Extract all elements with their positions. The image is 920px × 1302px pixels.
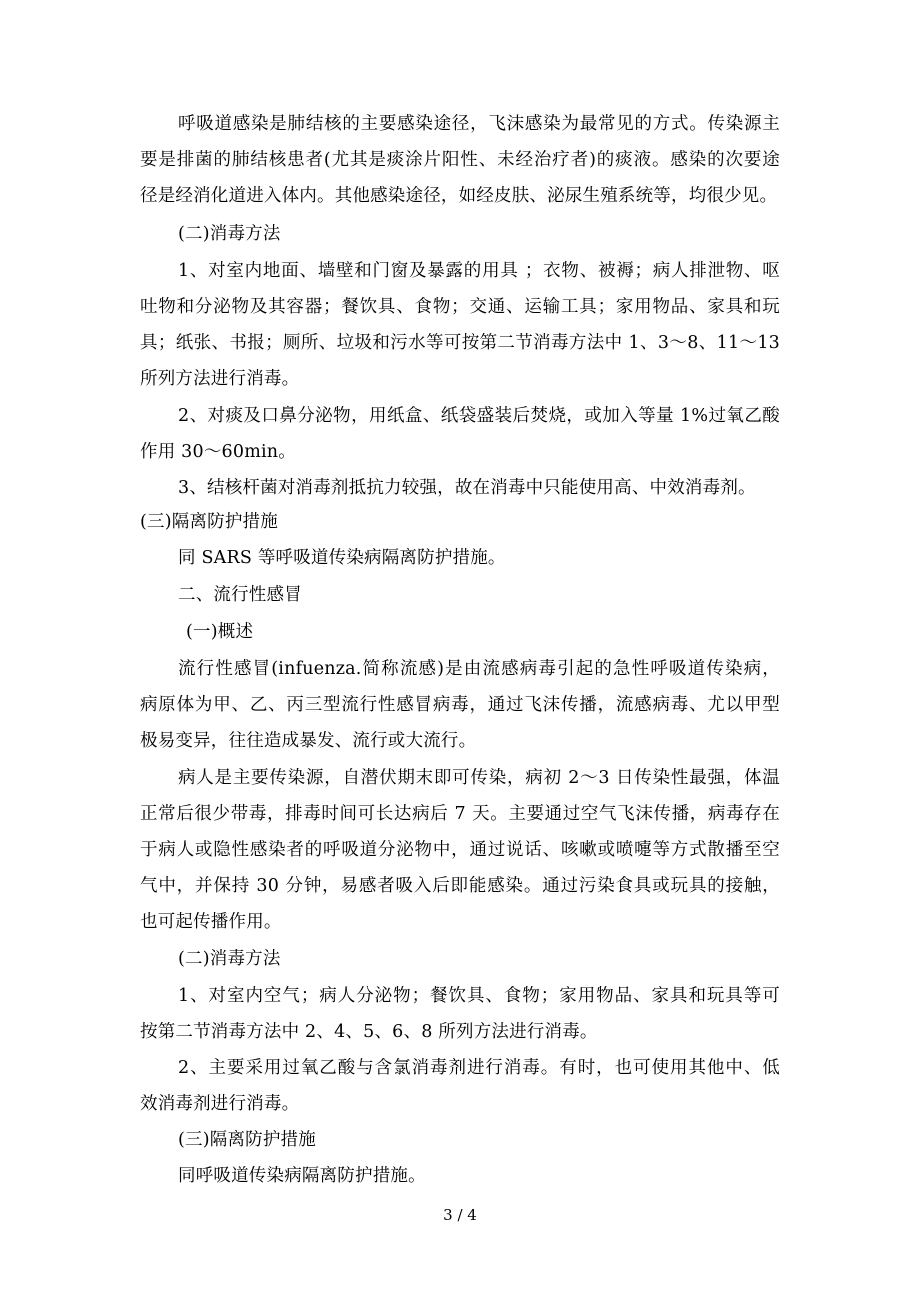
text-line: 径是经消化道进入体内。其他感染途径，如经皮肤、泌尿生殖系统等，均很少见。	[140, 186, 778, 206]
text-line: 气中，并保持 30 分钟，易感者吸入后即能感染。通过污染食具或玩具的接触，	[140, 876, 780, 896]
section-heading: (三)隔离防护措施	[178, 1130, 316, 1150]
text-line: 要是排菌的肺结核患者(尤其是痰涂片阳性、未经治疗者)的痰液。感染的次要途	[140, 150, 780, 170]
text-line: 2、对痰及口鼻分泌物，用纸盒、纸袋盛装后焚烧，或加入等量 1%过氧乙酸	[178, 406, 780, 426]
text-line: 2、主要采用过氧乙酸与含氯消毒剂进行消毒。有时，也可使用其他中、低	[178, 1058, 780, 1078]
text-line: 效消毒剂进行消毒。	[140, 1094, 300, 1114]
page-number: 3 / 4	[443, 1206, 477, 1224]
text-line: 1、对室内空气；病人分泌物；餐饮具、食物；家用物品、家具和玩具等可	[178, 986, 780, 1006]
text-line: 也可起传播作用。	[140, 912, 282, 932]
section-heading: (三)隔离防护措施	[140, 512, 278, 532]
text-line: 同呼吸道传染病隔离防护措施。	[178, 1166, 426, 1186]
section-heading: 二、流行性感冒	[178, 585, 302, 605]
text-line: 具；纸张、书报；厕所、垃圾和污水等可按第二节消毒方法中 1、3～8、11～13	[140, 333, 780, 353]
text-line: 按第二节消毒方法中 2、4、5、6、8 所列方法进行消毒。	[140, 1022, 598, 1042]
section-heading: (一)概述	[186, 622, 254, 642]
section-heading: (二)消毒方法	[178, 949, 281, 969]
text-line: 3、结核杆菌对消毒剂抵抗力较强，故在消毒中只能使用高、中效消毒剂。	[178, 478, 756, 498]
text-line: 病人是主要传染源，自潜伏期末即可传染，病初 2～3 日传染性最强，体温	[178, 768, 780, 788]
text-line: 吐物和分泌物及其容器；餐饮具、食物；交通、运输工具；家用物品、家具和玩	[140, 297, 780, 317]
text-line: 流行性感冒(infuenza.简称流感)是由流感病毒引起的急性呼吸道传染病，	[178, 659, 780, 679]
text-line: 同 SARS 等呼吸道传染病隔离防护措施。	[178, 548, 506, 568]
text-line: 1、对室内地面、墙壁和门窗及暴露的用具 ；衣物、被褥；病人排泄物、呕	[178, 261, 780, 281]
text-line: 病原体为甲、乙、丙三型流行性感冒病毒，通过飞沫传播，流感病毒、尤以甲型	[140, 695, 780, 715]
section-heading: (二)消毒方法	[178, 224, 281, 244]
text-line: 极易变异，往往造成暴发、流行或大流行。	[140, 731, 477, 751]
text-line: 正常后很少带毒，排毒时间可长达病后 7 天。主要通过空气飞沫传播，病毒存在	[140, 804, 780, 824]
text-line: 呼吸道感染是肺结核的主要感染途径，飞沫感染为最常见的方式。传染源主	[178, 114, 780, 134]
text-line: 作用 30～60min。	[140, 442, 296, 462]
text-line: 所列方法进行消毒。	[140, 369, 300, 389]
text-line: 于病人或隐性感染者的呼吸道分泌物中，通过说话、咳嗽或喷嚏等方式散播至空	[140, 840, 780, 860]
